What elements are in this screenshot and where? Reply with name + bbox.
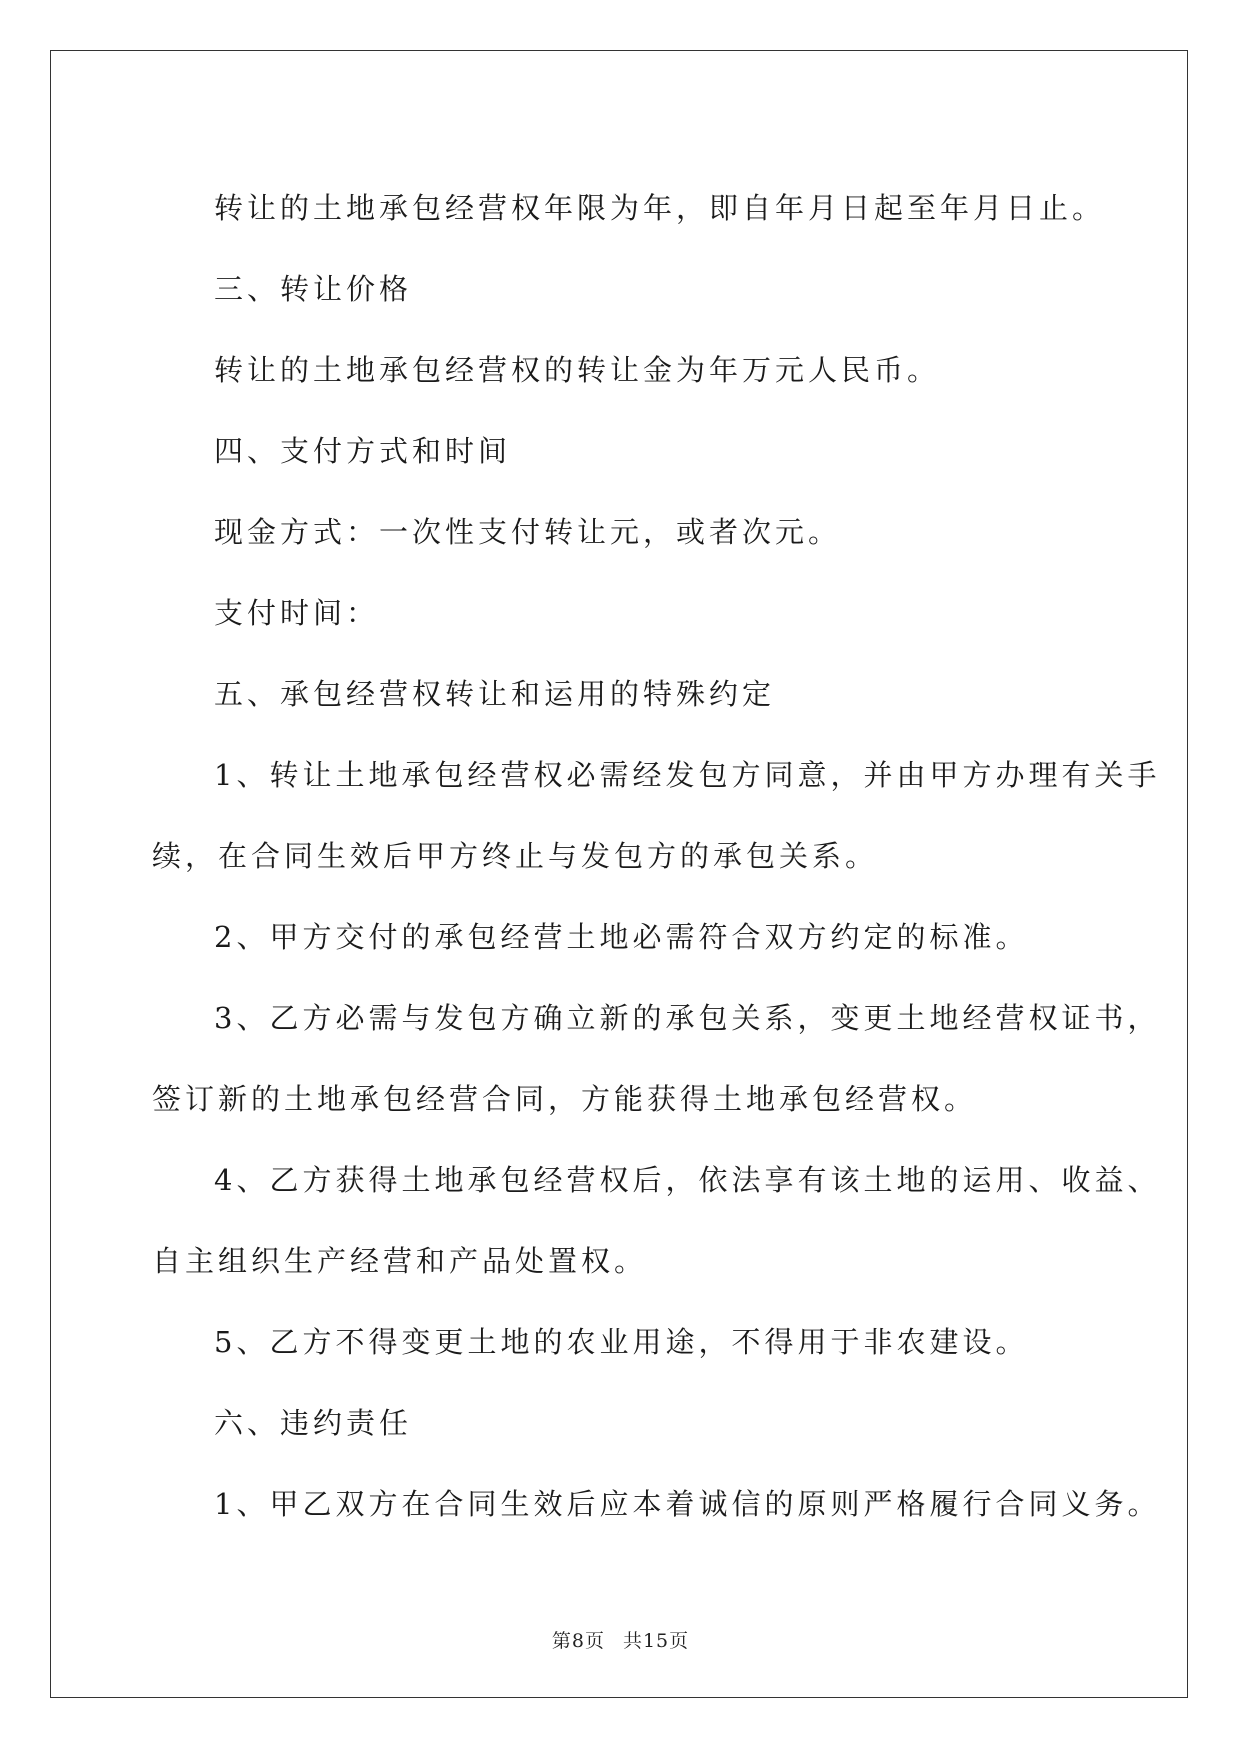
clause-item: 1、甲乙双方在合同生效后应本着诚信的原则严格履行合同义务。 <box>214 1487 1161 1521</box>
paragraph: 现金方式：一次性支付转让元，或者次元。 <box>214 515 842 549</box>
section-heading: 三、转让价格 <box>214 272 413 306</box>
paragraph: 转让的土地承包经营权的转让金为年万元人民币。 <box>214 353 941 387</box>
page-total: 共15页 <box>622 1630 690 1652</box>
section-heading: 四、支付方式和时间 <box>214 434 512 468</box>
clause-item: 3、乙方必需与发包方确立新的承包关系，变更土地经营权证书， <box>214 1001 1161 1035</box>
paragraph: 支付时间： <box>214 596 380 630</box>
clause-continuation: 自主组织生产经营和产品处置权。 <box>152 1244 648 1278</box>
document-body <box>152 168 1161 1545</box>
page-footer <box>0 1626 1241 1653</box>
clause-item: 5、乙方不得变更土地的农业用途，不得用于非农建设。 <box>214 1325 1029 1359</box>
clause-item: 2、甲方交付的承包经营土地必需符合双方约定的标准。 <box>214 920 1029 954</box>
paragraph: 转让的土地承包经营权年限为年，即自年月日起至年月日止。 <box>214 191 1106 225</box>
section-heading: 六、违约责任 <box>214 1406 413 1440</box>
section-heading: 五、承包经营权转让和运用的特殊约定 <box>214 677 776 711</box>
clause-item: 1、转让土地承包经营权必需经发包方同意，并由甲方办理有关手 <box>214 758 1161 792</box>
clause-continuation: 签订新的土地承包经营合同，方能获得土地承包经营权。 <box>152 1082 978 1116</box>
clause-item: 4、乙方获得土地承包经营权后，依法享有该土地的运用、收益、 <box>214 1163 1161 1197</box>
page-number: 第8页 <box>551 1630 605 1652</box>
clause-continuation: 续，在合同生效后甲方终止与发包方的承包关系。 <box>152 839 879 873</box>
